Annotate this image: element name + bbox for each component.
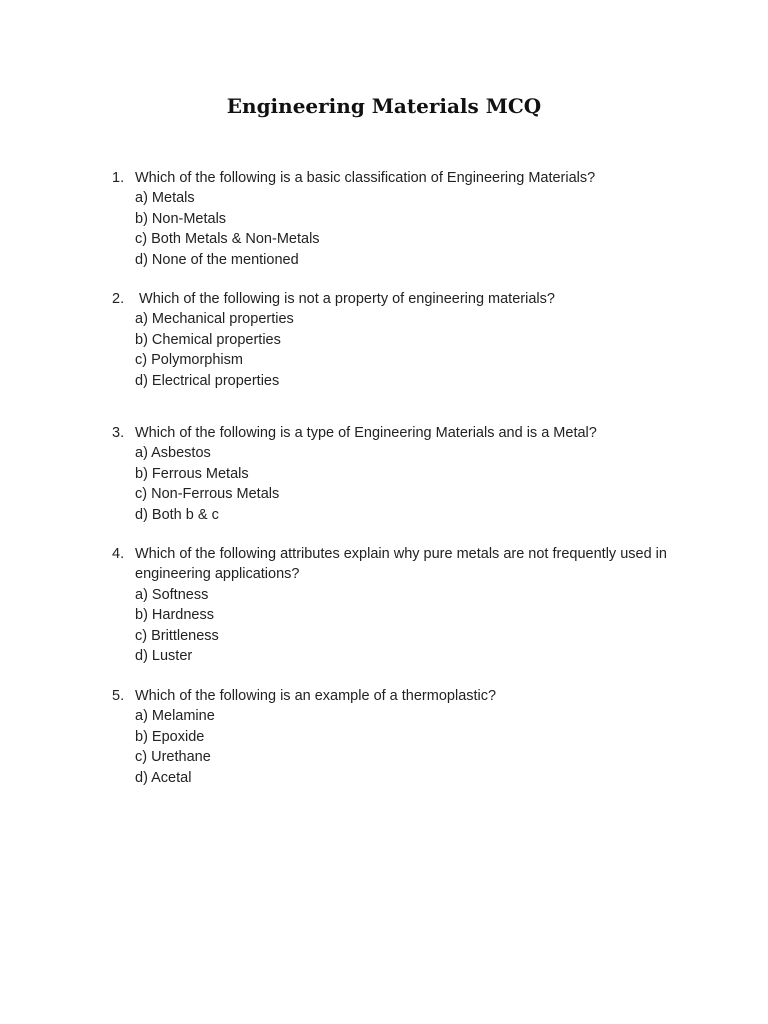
- option-list: [135, 706, 672, 788]
- option-c: c) Urethane: [135, 749, 211, 766]
- question-5: [112, 686, 672, 788]
- option-c: c) Non-Ferrous Metals: [135, 486, 280, 503]
- option-b: b) Non-Metals: [135, 210, 227, 227]
- option-a: a) Melamine: [135, 708, 215, 725]
- option-b: b) Epoxide: [135, 728, 205, 745]
- option-a: a) Asbestos: [135, 445, 211, 462]
- option-a: a) Metals: [135, 190, 195, 207]
- document-title: Engineering Materials MCQ: [226, 94, 542, 118]
- option-d: d) Acetal: [135, 769, 192, 786]
- question-text: Which of the following is a basic classification of Engineering Materials?: [135, 170, 596, 186]
- question-text: Which of the following is not a property of engineering materials?: [135, 291, 555, 307]
- question-text: Which of the following is a type of Engineering Materials and is a Metal?: [135, 425, 597, 441]
- option-d: d) None of the mentioned: [135, 251, 299, 268]
- question-3: [112, 423, 672, 525]
- question-number: 1.: [112, 170, 125, 186]
- option-c: c) Brittleness: [135, 627, 219, 644]
- option-a: a) Softness: [135, 586, 209, 603]
- option-d: d) Both b & c: [135, 506, 219, 523]
- option-c: c) Both Metals & Non-Metals: [135, 231, 320, 248]
- option-list: [135, 309, 672, 391]
- question-text: Which of the following attributes explain why pure metals are not frequently used in engineering applications?: [135, 546, 671, 583]
- option-b: b) Chemical properties: [135, 331, 281, 348]
- question-number: 5.: [112, 688, 125, 704]
- question-1: [112, 168, 672, 270]
- question-number: 4.: [112, 546, 125, 562]
- option-list: [135, 443, 672, 525]
- option-list: [135, 585, 672, 667]
- option-b: b) Hardness: [135, 607, 214, 624]
- question-number: 2.: [112, 291, 125, 307]
- option-d: d) Luster: [135, 648, 193, 665]
- option-a: a) Mechanical properties: [135, 311, 294, 328]
- question-text: Which of the following is an example of a thermoplastic?: [135, 688, 497, 704]
- question-number: 3.: [112, 425, 125, 441]
- option-c: c) Polymorphism: [135, 352, 243, 369]
- question-4: [112, 544, 672, 666]
- question-2: [112, 289, 672, 391]
- option-b: b) Ferrous Metals: [135, 465, 249, 482]
- option-d: d) Electrical properties: [135, 372, 280, 389]
- option-list: [135, 188, 672, 270]
